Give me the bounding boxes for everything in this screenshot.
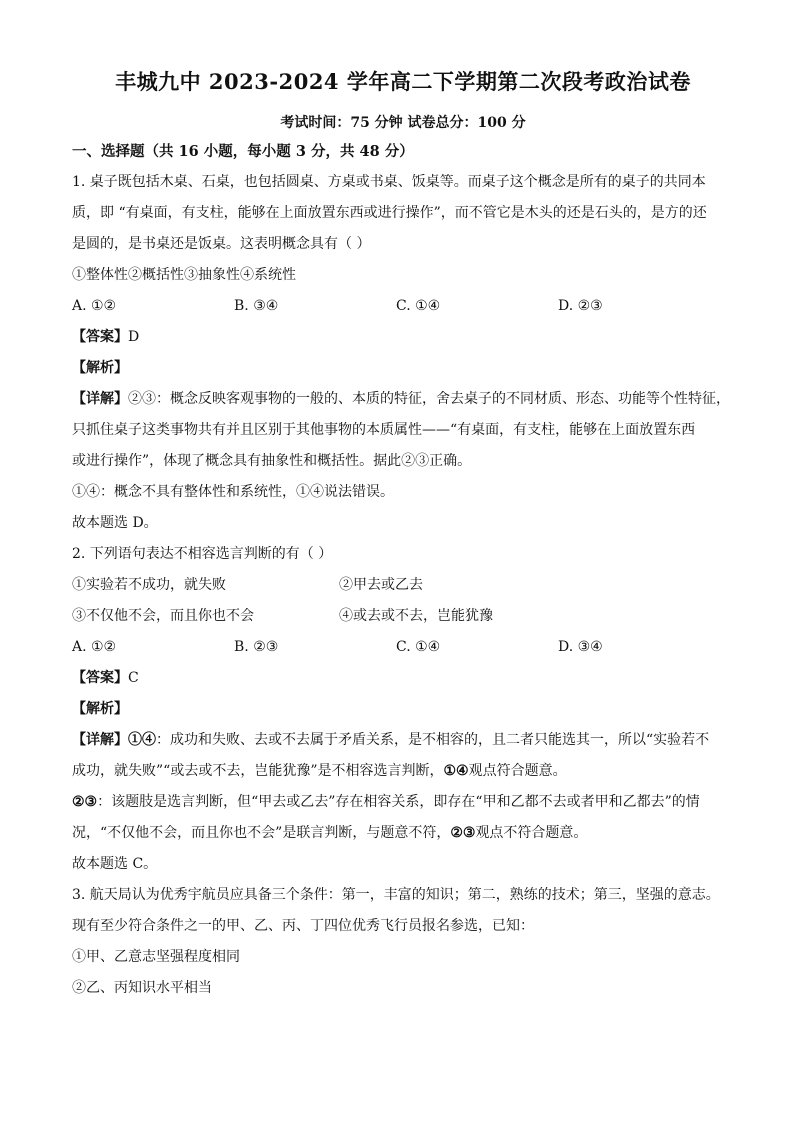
q1-detail-line-2: 只抓住桌子这类事物共有并且区别于其他事物的本质属性——“有桌面，有支柱，能够在上面放置东西 [72,422,696,438]
answer-value: C [128,670,139,686]
q2-item-2: ②甲去或乙去 [339,577,423,593]
q1-items: ①整体性②概括性③抽象性④系统性 [72,267,296,283]
q1-detail-line-3: 或进行操作”，体现了概念具有抽象性和概括性。据此②③正确。 [72,453,472,469]
detail-text: ：该题肢是选言判断，但“甲去或乙去”存在相容关系，即存在“甲和乙都不去或者甲和乙都去”的情 [97,794,700,810]
q2-analysis-label: 【解析】 [72,701,128,717]
question-3 [72,880,734,1004]
question-2 [72,539,734,880]
q1-stem-line-1: 1. 桌子既包括木桌、石桌，也包括圆桌、方桌或书桌、饭桌等。而桌子这个概念是所有的桌子的共同本 [72,174,706,190]
q2-items-row-1 [72,570,734,601]
q2-answer [72,663,734,694]
exam-info: 考试时间：75 分钟 试卷总分：100 分 [280,115,526,131]
section-heading: 一、选择题（共 16 小题，每小题 3 分，共 48 分） [72,143,414,160]
q2-items-row-2 [72,601,734,632]
q2-detail-line-4 [72,818,734,849]
q1-detail-line-1 [72,384,734,415]
detail-label: 【详解】 [72,732,128,748]
q1-answer [72,322,734,353]
q2-detail-line-2 [72,756,734,787]
q3-stem-line-2: 现有至少符合条件之一的甲、乙、丙、丁四位优秀飞行员报名参选，已知： [72,918,534,934]
q1-options [72,291,734,322]
q3-condition-2: ②乙、丙知识水平相当 [72,980,212,996]
q1-analysis-label: 【解析】 [72,360,128,376]
q1-detail-line-4: ①④：概念不具有整体性和系统性，①④说法错误。 [72,484,394,500]
q1-option-a: A. ①② [72,298,117,314]
q2-options [72,632,734,663]
detail-key: ①④ [128,732,156,748]
q2-option-d: D. ③④ [558,639,603,655]
q2-item-4: ④或去或不去，岂能犹豫 [339,608,493,624]
q1-conclusion: 故本题选 D。 [72,515,158,531]
q2-option-b: B. ②③ [234,639,279,655]
detail-label: 【详解】 [72,391,128,407]
detail-key: ②③ [450,825,476,841]
detail-key: ②③ [72,794,98,810]
q3-condition-1: ①甲、乙意志坚强程度相同 [72,949,240,965]
detail-text: ：成功和失败、去或不去属于矛盾关系，是不相容的，且二者只能选其一，所以“实验若不 [156,732,710,748]
q2-item-3: ③不仅他不会，而且你也不会 [72,608,254,624]
q1-option-b: B. ③④ [234,298,279,314]
detail-text: ②③：概念反映客观事物的一般的、本质的特征，舍去桌子的不同材质、形态、功能等个性特征， [128,391,730,407]
q2-detail-line-3 [72,787,734,818]
q1-option-d: D. ②③ [558,298,603,314]
detail-key: ①④ [443,763,469,779]
question-1 [72,167,734,539]
exam-title: 丰城九中 2023-2024 学年高二下学期第二次段考政治试卷 [115,69,691,94]
answer-label: 【答案】 [72,670,128,686]
q2-stem: 2. 下列语句表达不相容选言判断的有（ ） [72,546,333,562]
detail-text: 成功，就失败”“或去或不去，岂能犹豫”是不相容选言判断， [72,763,444,779]
detail-text-end: 观点不符合题意。 [475,825,588,841]
q2-item-1: ①实验若不成功，就失败 [72,577,226,593]
q1-stem-line-2: 质，即 “有桌面，有支柱，能够在上面放置东西或进行操作”，而不管它是木头的还是石头的，是方的还 [72,205,707,221]
answer-value: D [128,329,140,345]
q3-stem-line-1: 3. 航天局认为优秀宇航员应具备三个条件：第一，丰富的知识；第二，熟练的技术；第三，坚强的意志。 [72,887,720,903]
detail-text-end: 观点符合题意。 [468,763,567,779]
q2-option-c: C. ①④ [396,639,441,655]
q1-stem-line-3: 是圆的，是书桌还是饭桌。这表明概念具有（ ） [72,236,371,252]
q1-option-c: C. ①④ [396,298,441,314]
q2-detail-line-1 [72,725,734,756]
q2-option-a: A. ①② [72,639,117,655]
detail-text: 况，“不仅他不会，而且你也不会”是联言判断，与题意不符， [72,825,451,841]
q2-conclusion: 故本题选 C。 [72,856,158,872]
answer-label: 【答案】 [72,329,128,345]
